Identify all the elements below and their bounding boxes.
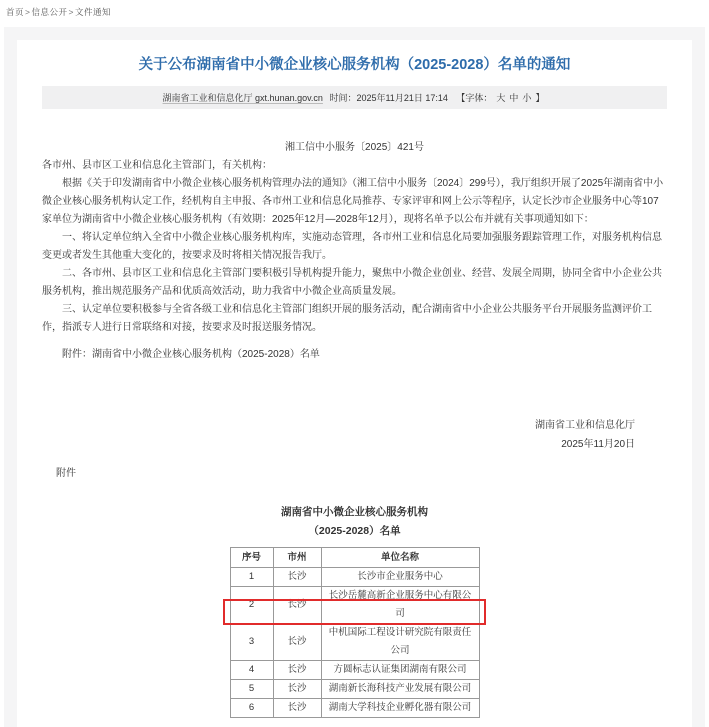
cell-org-name: 长沙市企业服务中心	[321, 568, 479, 587]
table-row	[230, 699, 479, 718]
attachment-table-title-line2: （2025-2028）名单	[308, 525, 401, 537]
breadcrumb-home[interactable]: 首页	[6, 7, 25, 17]
font-size-control	[454, 93, 546, 103]
article-meta-bar	[42, 86, 667, 109]
column-header-org-name: 单位名称	[321, 548, 479, 568]
table-header-row	[230, 548, 479, 568]
cell-city: 长沙	[273, 699, 321, 718]
table-row	[230, 661, 479, 680]
breadcrumb	[0, 0, 709, 18]
table-row-highlighted	[230, 624, 479, 661]
attachment-label: 附件	[56, 468, 76, 479]
paragraph-item-3: 三、认定单位要积极参与全省各级工业和信息化主管部门组织开展的服务活动，配合湖南省中小企业公共服务平台开展服务监测评价工作，指派专人进行日常联络和对接，按要求及时报送服务情况。	[42, 304, 652, 333]
cell-city: 长沙	[273, 661, 321, 680]
document-body	[42, 139, 667, 718]
cell-org-name: 方圆标志认证集团湖南有限公司	[321, 661, 479, 680]
paragraph-intro: 根据《关于印发湖南省中小微企业核心服务机构管理办法的通知》（湘工信中小服务〔2024〕299号），我厅组织开展了2025年湖南省中小微企业核心服务机构认定工作，经机构自主申报、各市州工业和信息化局推荐、专家评审和网上公示等程序，认定长沙市企业服务中心等107家单位为湖南省中小微企业核心服务机构（有效期：2025年12月—2028年12月），现将名单予以公布并就有关事项通知如下：	[42, 178, 664, 225]
article-time: 时间：2025年11月21日 17:14	[329, 93, 448, 103]
cell-city: 长沙	[273, 568, 321, 587]
font-size-large-button[interactable]: 大	[496, 93, 506, 103]
font-size-label-open: 【字体：	[456, 93, 493, 103]
signature-block	[42, 416, 667, 454]
paragraph-item-2: 二、各市州、县市区工业和信息化主管部门要积极引导机构提升能力，聚焦中小微企业创业、经营、发展全周期，协同全省中小企业公共服务机构，推出规范服务产品和优质高效活动，助力我省中小微企业高质量发展。	[42, 268, 662, 297]
cell-org-name: 中机国际工程设计研究院有限责任公司	[321, 624, 479, 661]
cell-city: 长沙	[273, 624, 321, 661]
roster-table-holder	[230, 547, 480, 718]
table-row	[230, 568, 479, 587]
cell-org-name: 湖南大学科技企业孵化器有限公司	[321, 699, 479, 718]
cell-index: 5	[230, 680, 273, 699]
column-header-city: 市州	[273, 548, 321, 568]
roster-table	[230, 547, 480, 718]
attachment-reference-line: 附件：湖南省中小微企业核心服务机构（2025-2028）名单	[62, 349, 320, 360]
attachment-table-title-line1: 湖南省中小微企业核心服务机构	[281, 506, 428, 518]
document-number: 湘工信中小服务〔2025〕421号	[285, 142, 424, 153]
breadcrumb-page[interactable]: 文件通知	[74, 7, 111, 17]
cell-index: 6	[230, 699, 273, 718]
page-panel	[4, 27, 705, 727]
signature-date: 2025年11月20日	[561, 439, 635, 450]
column-header-index: 序号	[230, 548, 273, 568]
cell-org-name: 湖南新长海科技产业发展有限公司	[321, 680, 479, 699]
cell-index: 4	[230, 661, 273, 680]
breadcrumb-separator: >	[25, 7, 31, 17]
font-size-medium-button[interactable]: 中	[509, 93, 519, 103]
cell-index: 3	[230, 624, 273, 661]
table-row	[230, 587, 479, 624]
breadcrumb-section[interactable]: 信息公开	[31, 7, 68, 17]
table-row	[230, 680, 479, 699]
cell-city: 长沙	[273, 587, 321, 624]
article-container	[17, 40, 692, 727]
salutation: 各市州、县市区工业和信息化主管部门，有关机构：	[42, 160, 272, 171]
font-size-label-close: 】	[535, 93, 545, 103]
cell-city: 长沙	[273, 680, 321, 699]
attachment-table-title	[42, 503, 667, 541]
cell-org-name: 长沙岳麓高新企业服务中心有限公司	[321, 587, 479, 624]
breadcrumb-separator: >	[68, 7, 74, 17]
article-source: 湖南省工业和信息化厅 gxt.hunan.gov.cn	[162, 93, 323, 103]
font-size-small-button[interactable]: 小	[522, 93, 532, 103]
roster-table-wrapper	[42, 547, 667, 718]
page-title: 关于公布湖南省中小微企业核心服务机构（2025-2028）名单的通知	[138, 57, 571, 73]
paragraph-item-1: 一、将认定单位纳入全省中小微企业核心服务机构库，实施动态管理，各市州工业和信息化局要加强服务跟踪管理工作，对服务机构信息变更或者发生其他重大变化的，按要求及时将相关情况报告我厅。	[42, 232, 662, 261]
signature-org: 湖南省工业和信息化厅	[535, 420, 635, 431]
cell-index: 1	[230, 568, 273, 587]
cell-index: 2	[230, 587, 273, 624]
